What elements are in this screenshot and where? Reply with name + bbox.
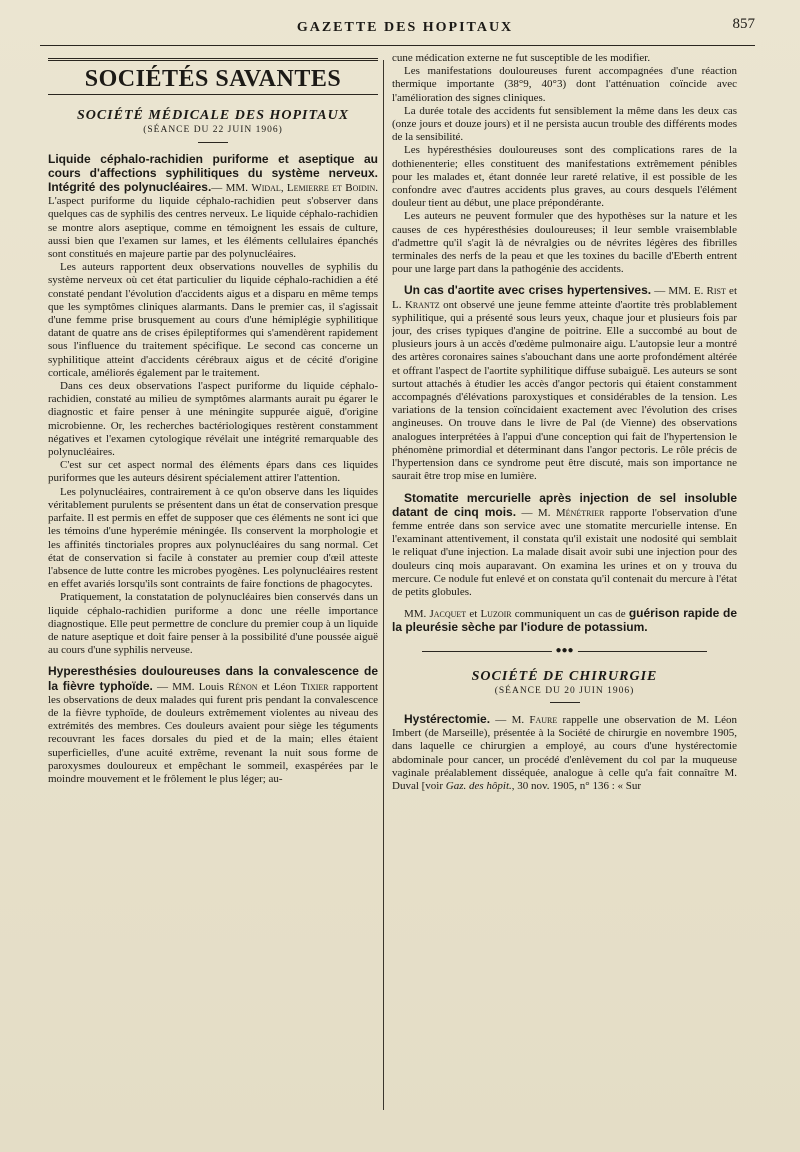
paragraph-text: ont observé une jeune femme atteinte d'aortite très problablement syphilitique, qui a présenté sous leurs yeux, chaque jour et plusieurs fois par jour, des crises typiques d'angine de poitrine. Elle a succombé au bout de plusieurs jours à un accès d'œdème pulmonaire aigu. L'autopsie leur a montré des artères coronaires saines s'abouchant dans une aorte profondément altérée et offrant l'aspect de l'aortite syphilitique diffuse subaiguë. Les auteurs se sont surtout attachés à étudier les accès d'angor pectoris qui étaient constamment accompagnés d'élévations paroxystiques et considérables de la tension. Les variations de la tension coïncidaient exactement avec l'évolution des crises angineuses. On trouve dans le livre de Pal (de Vienne) des observations analogues interprétées à l'appui d'une conception qui fait de l'hypertension le phénomène primordial et déterminant dans l'angor pectoris. Le rôle précis de l'hypertension dans ce syndrome peut être discuté, mais son importance ne saurait être trop mise en lumière.	[392, 298, 737, 483]
article-heading: guérison rapide de la pleurésie sèche par l'iodure de potassium.	[392, 606, 737, 635]
article-paragraph	[48, 153, 378, 262]
paragraph: cune médication externe ne fut susceptible de les modifier.	[392, 52, 651, 64]
header-rule	[40, 45, 755, 46]
section-rule-bottom	[48, 94, 378, 95]
paragraph-text: , 30 nov. 1905, n° 136 : « Sur	[511, 779, 642, 792]
authors-prefix: — MM. E.	[651, 285, 707, 298]
authors-prefix: — M.	[516, 506, 556, 519]
running-head	[55, 16, 755, 42]
section-rule-top	[48, 58, 378, 61]
paragraph: Les auteurs rapportent deux observations nouvelles de syphilis du système nerveux où cet état particulier du liquide céphalo-rachidien a été constaté pendant l'évolution d'accidents aigus et a disparu en même temps que les symptômes cliniques alarmants. Dans le premier cas, il s'agissait d'une femme prise brusquement au cours d'une hémiplégie syphilitique datant de quatre ans de crises épileptiformes qui s'amendèrent rapidement sous l'influence du traitement spécifique. Le second cas concerne un syphilitique atteint d'accidents cérébraux aigus et de cécité d'origine corticale, améliorés également par le traitement.	[48, 261, 378, 379]
paragraph: Pratiquement, la constatation de polynucléaires bien conservés dans un liquide céphalo-rachidien puriforme a donc une réelle importance diagnostique. Elle peut permettre de conclure du premier coup à un liquide de nature aseptique et doit faire penser à la possibilité d'une poussée aiguë au cours d'une syphilis nerveuse.	[48, 591, 378, 657]
page-number: 857	[732, 16, 755, 32]
paragraph: Les manifestations douloureuses furent accompagnées d'une réaction thermique importante (38°9, 40°3) dont l'atténuation coïncide avec l'amélioration des signes cliniques.	[392, 65, 737, 104]
authors: Luzoir	[480, 608, 512, 621]
paragraph: Les auteurs ne peuvent formuler que des hypothèses sur la nature et les causes de ces hypéresthésies douloureuses; il leur semble vraisemblable d'admettre qu'il s'agit là de névralgies ou de névrites légères des fibrilles terminales des nerfs de la peau et que les toxines du bacille d'Eberth entrent pour une large part dans la pathogénie des accidents.	[392, 210, 737, 276]
article-paragraph	[48, 665, 378, 786]
ornament-icon: ●●●	[551, 644, 577, 657]
paragraph-text: rapporte l'observation d'une femme entrée dans son service avec une stomatite mercurielle intense. En l'examinant attentivement, il constata qu'il existait une nodosité qui semblait le reliquat d'une injection. La malade disait avoir subi une injection pour des douleurs cinq mois auparavant. On examina les urines et on y trouva du mercure. Ce nodule fut enlevé et on constata qu'il contenait du mercure à l'état de petits globules.	[392, 506, 737, 598]
paragraph-text: communiquent un cas de	[511, 608, 629, 621]
column-divider	[383, 60, 384, 1110]
article-paragraph	[392, 284, 737, 483]
right-column	[392, 52, 737, 1132]
authors-prefix: MM.	[404, 608, 430, 621]
authors: Rénon	[227, 680, 258, 693]
left-column	[48, 52, 378, 1132]
paragraph: C'est sur cet aspect normal des éléments épars dans ces liquides puriformes que les auteurs désirent spécialement attirer l'attention.	[48, 459, 378, 485]
article-heading: Hyperesthésies douloureuses dans la convalescence de la fièvre typhoïde.	[48, 664, 378, 693]
authors: Tixier	[300, 680, 329, 693]
paragraph: Dans ces deux observations l'aspect puriforme du liquide céphalo-rachidien, constaté au milieu de symptômes alarmants aurait pu égarer le diagnostic et faire penser à une méningite suppurée aiguë, d'origine microbienne. Or, les recherches bactériologiques restèrent constamment négatives et l'examen cytologique révélait une intégrité remarquable des polynucléaires.	[48, 380, 378, 459]
authors: Widal, Lemierre et Boidin.	[251, 182, 378, 195]
article-heading: Hystérectomie.	[404, 711, 491, 726]
session-date: (SÉANCE DU 20 JUIN 1906)	[494, 685, 635, 696]
article-paragraph	[392, 492, 737, 600]
authors-prefix: — MM.	[211, 182, 252, 195]
authors-prefix: — M.	[490, 713, 530, 726]
short-rule	[198, 142, 228, 143]
ornamental-divider	[422, 644, 707, 656]
article-heading: Un cas d'aortite avec crises hypertensives.	[404, 283, 652, 298]
society-name: SOCIÉTÉ DE CHIRURGIE	[471, 668, 658, 684]
journal-reference: Gaz. des hôpit.	[445, 779, 512, 792]
authors: Jacquet	[429, 608, 467, 621]
article-paragraph	[392, 713, 737, 793]
authors-joiner: et L.	[392, 285, 737, 311]
authors-prefix: — MM. Louis	[152, 680, 228, 693]
running-title: GAZETTE DES HOPITAUX	[296, 20, 514, 35]
session-date: (SÉANCE DU 22 JUIN 1906)	[143, 125, 283, 136]
authors-joiner: et Léon	[257, 680, 301, 693]
authors-joiner: et	[466, 608, 481, 621]
article-paragraph	[392, 607, 737, 635]
society-name: SOCIÉTÉ MÉDICALE DES HOPITAUX	[76, 108, 350, 124]
section-title: SOCIÉTÉS SAVANTES	[84, 66, 342, 92]
article-heading: Stomatite mercurielle après injection de sel insoluble datant de cinq mois.	[392, 490, 737, 519]
authors: Krantz	[404, 298, 440, 311]
article-heading: Liquide céphalo-rachidien puriforme et aseptique au cours d'affections syphilitiques du système nerveux. Intégrité des polynucléaires.	[48, 151, 378, 195]
authors: Faure	[529, 713, 558, 726]
short-rule	[550, 702, 580, 703]
paragraph-text: L'aspect puriforme du liquide céphalo-rachidien peut s'observer dans quelques cas de syphilis des centres nerveux. Le liquide céphalo-rachidien se montre alors aseptique, comme en témoignent les essais de culture, aussi bien que l'examen sur lames, et les éléments cellulaires épanchés sont constitués en majeure partie par des polynucléaires.	[48, 195, 378, 261]
paragraph-text: rapportent les observations de deux malades qui furent pris pendant la convalescence de la fièvre typhoïde, de douleurs extrêmement violentes au niveau des extrémités des membres. Ces douleurs avaient pour siège les téguments recouvrant les faces dorsales du pied et de la main; elles étaient superficielles, d'une acuité extrême, revenant la nuit sous forme de paroxysmes douloureux et empêchant le sommeil, exaspérées par le moindre mouvement et le frôlement le plus léger; au-	[48, 680, 378, 785]
authors: Ménétrier	[555, 506, 605, 519]
paragraph: Les hypéresthésies douloureuses sont des complications rares de la dothienenterie; elles constituent des manifestations extrêmement pénibles pour les malades et, étant donnée leur rareté relative, il est possible de les confondre avec d'autres accidents plus graves, au cours desquels l'élément douleur tient au début, une place prépondérante.	[392, 144, 737, 210]
paragraph: La durée totale des accidents fut sensiblement la même dans les deux cas (onze jours et douze jours) et il ne persista aucun trouble des différents modes de la sensibilité.	[392, 104, 737, 144]
paragraph: Les polynucléaires, contrairement à ce qu'on observe dans les liquides véritablement purulents se présentent dans un état de conservation presque parfaite. Il est permis en effet de supposer que ces éléments ne sont ici que les témoins d'une hyperémie méningée. Ils conservent la morphologie et les affinités tinctoriales propres aux polynucléaires du sang normal. Cet état de conservation si facile à constater au premier coup d'œil atteste l'absence de lutte contre les microbes pyogènes. Les polynucléaires restent en effet avariés lorsqu'ils sont contraints de faire fonctions de phagocytes.	[48, 485, 378, 591]
paragraph-text: rappelle une observation de M. Léon Imbert (de Marseille), présentée à la Société de chirurgie en novembre 1905, dans laquelle ce chirurgien a employé, au cours d'une hystérectomie abdominale pour cancer, un procédé d'enlèvement du col par la muqueuse vaginale préalablement disséquée, analogue à celle qu'a fait connaître M. Duval [voir	[392, 713, 737, 792]
authors: Rist	[706, 285, 726, 298]
